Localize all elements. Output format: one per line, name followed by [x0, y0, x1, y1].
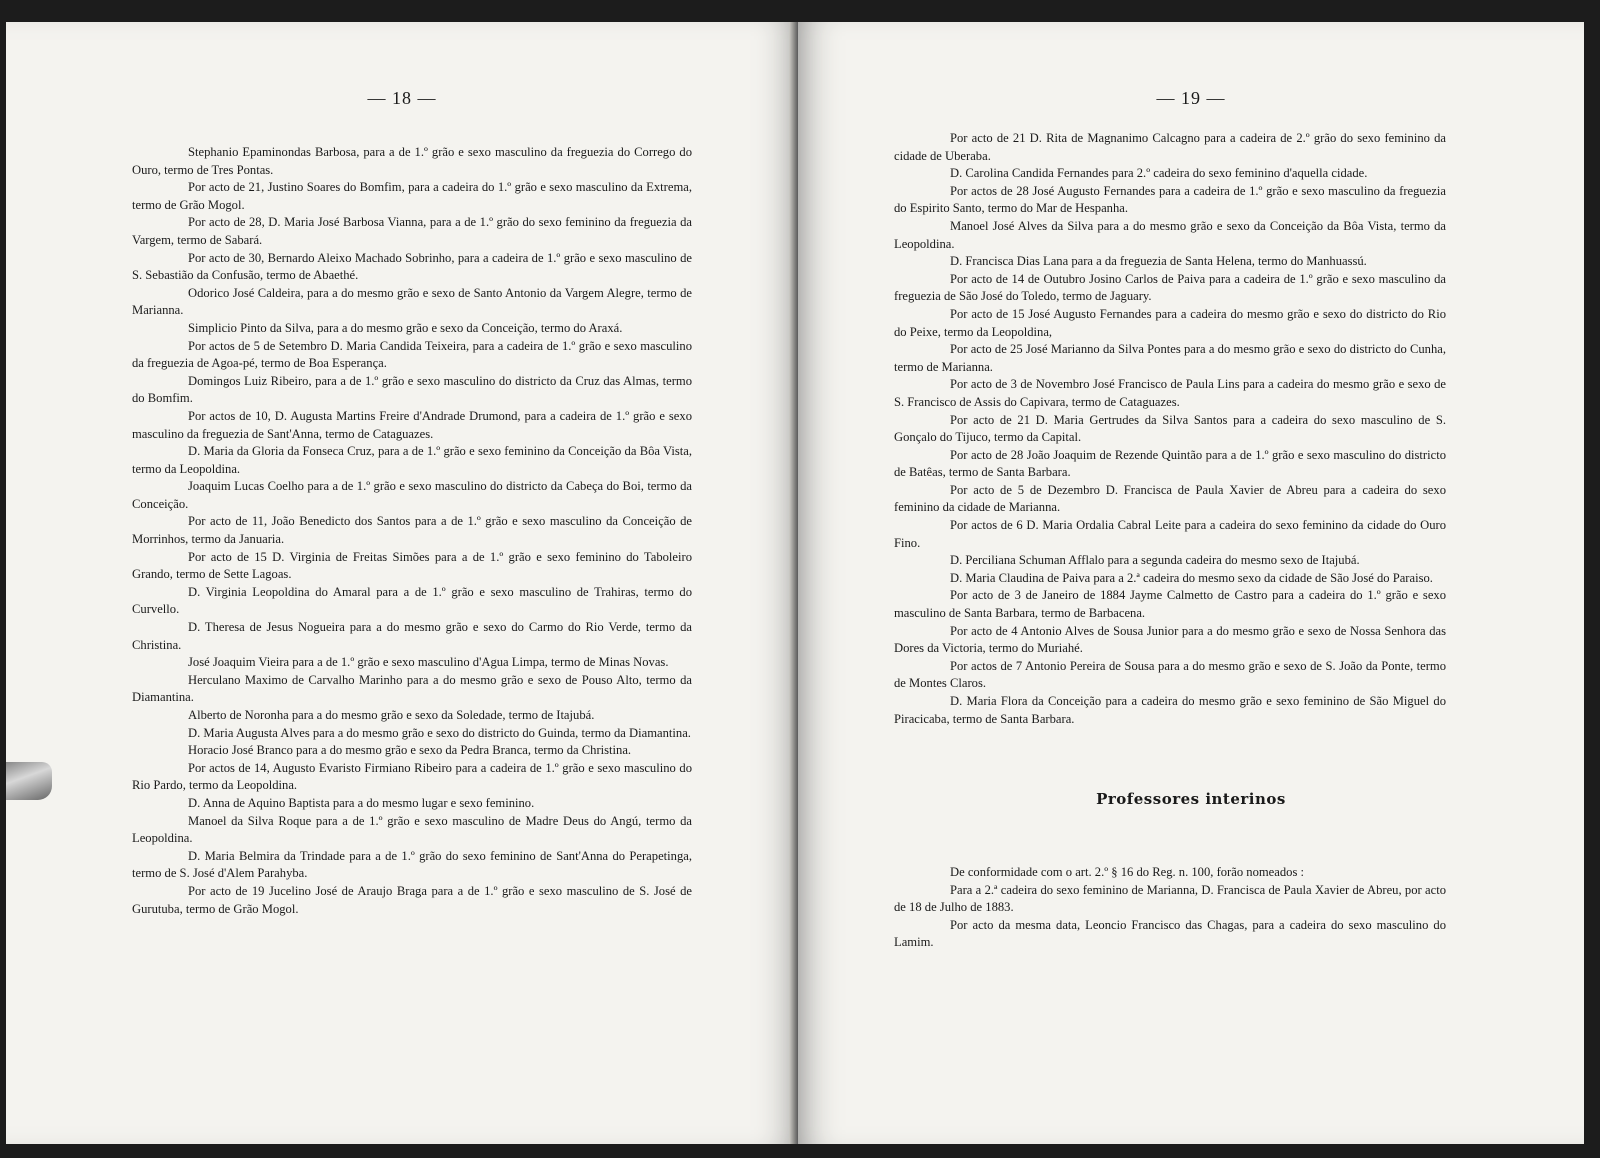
paragraph: D. Maria da Gloria da Fonseca Cruz, para a de 1.º grão e sexo feminino da Conceição da Bôa Vista, termo da Leopoldina.: [132, 444, 692, 476]
paragraph: Por actos de 5 de Setembro D. Maria Candida Teixeira, para a cadeira de 1.º grão e sexo masculino da freguezia de Agoa-pé, termo de Boa Esperança.: [132, 338, 692, 371]
section-heading: Professores interinos: [1096, 790, 1286, 808]
paragraph: D. Virginia Leopoldina do Amaral para a de 1.º grão e sexo masculino de Trahiras, termo do Curvello.: [132, 584, 692, 617]
paragraph: Joaquim Lucas Coelho para a de 1.º grão e sexo masculino do districto da Cabeça do Boi, termo da Conceição.: [132, 479, 692, 511]
paragraph: Por acto de 3 de Janeiro de 1884 Jayme Calmetto de Castro para a cadeira do 1.º grão e sexo masculino de Santa Barbara, termo de Barbacena.: [894, 588, 1446, 621]
paragraph: D. Anna de Aquino Baptista para a do mesmo lugar e sexo feminino.: [188, 795, 535, 810]
page-body: [132, 144, 692, 918]
paragraph: Stephanio Epaminondas Barbosa, para a de 1.º grão e sexo masculino da freguezia do Corrego do Ouro, termo de Tres Pontas.: [132, 145, 692, 177]
paragraph: D. Maria Claudina de Paiva para a 2.ª cadeira do mesmo sexo da cidade de São José do Paraiso.: [950, 570, 1433, 585]
paragraph: D. Theresa de Jesus Nogueira para a do mesmo grão e sexo do Carmo do Rio Verde, termo da Christina.: [132, 620, 692, 652]
paragraph: Por actos de 28 José Augusto Fernandes para a cadeira de 1.º grão e sexo masculino da freguezia do Espirito Santo, termo do Mar de Hespanha.: [894, 183, 1446, 216]
paragraph: Domingos Luiz Ribeiro, para a de 1.º grão e sexo masculino do districto da Cruz das Almas, termo do Bomfim.: [132, 373, 692, 406]
paragraph: Por acto de 4 Antonio Alves de Sousa Junior para a do mesmo grão e sexo de Nossa Senhora das Dores da Victoria, termo do Muriahé.: [894, 623, 1446, 656]
paragraph: Para a 2.ª cadeira do sexo feminino de Marianna, D. Francisca de Paula Xavier de Abreu, por acto de 18 de Julho de 1883.: [894, 882, 1446, 915]
paragraph: D. Francisca Dias Lana para a da freguezia de Santa Helena, termo do Manhuassú.: [950, 254, 1367, 269]
page-number: — 19 —: [1156, 88, 1226, 108]
right-page: [798, 22, 1584, 1144]
paragraph: Por acto de 15 D. Virginia de Freitas Simões para a de 1.º grão e sexo feminino do Taboleiro Grando, termo de Sette Lagoas.: [132, 549, 692, 582]
paragraph: Simplicio Pinto da Silva, para a do mesmo grão e sexo da Conceição, termo do Araxá.: [188, 320, 623, 335]
paragraph: Por actos de 6 D. Maria Ordalia Cabral Leite para a cadeira do sexo feminino da cidade do Ouro Fino.: [894, 518, 1446, 550]
page-number: — 18 —: [367, 88, 437, 108]
paragraph: Por acto de 21, Justino Soares do Bomfim, para a cadeira do 1.º grão e sexo masculino da Extrema, termo de Grão Mogol.: [132, 180, 692, 212]
paragraph: Por acto de 14 de Outubro Josino Carlos de Paiva para a cadeira de 1.º grão e sexo masculino da freguezia de São José do Toledo, termo de Jaguary.: [894, 271, 1446, 304]
paragraph: Por acto de 28, D. Maria José Barbosa Vianna, para a de 1.º grão do sexo feminino da freguezia da Vargem, termo de Sabará.: [132, 215, 692, 247]
paragraph: Por acto de 21 D. Maria Gertrudes da Silva Santos para a cadeira do sexo masculino de S. Gonçalo do Tijuco, termo da Capital.: [894, 412, 1446, 445]
paragraph: Por acto de 30, Bernardo Aleixo Machado Sobrinho, para a cadeira de 1.º grão e sexo masculino de S. Sebastião da Confusão, termo de Abaethé.: [132, 250, 692, 283]
paragraph: Por acto de 15 José Augusto Fernandes para a cadeira do mesmo grão e sexo do districto do Rio do Peixe, termo da Leopoldina,: [894, 306, 1446, 339]
paragraph: Por acto de 21 D. Rita de Magnanimo Calcagno para a cadeira de 2.º grão do sexo feminino da cidade de Uberaba.: [894, 131, 1446, 163]
paragraph: Alberto de Noronha para a do mesmo grão e sexo da Soledade, termo de Itajubá.: [188, 708, 595, 722]
paragraph: Por acto da mesma data, Leoncio Francisco das Chagas, para a cadeira do sexo masculino do Lamim.: [894, 917, 1446, 950]
paragraph: D. Maria Flora da Conceição para a cadeira do mesmo grão e sexo feminino de São Miguel do Piracicaba, termo de Santa Barbara.: [894, 694, 1446, 726]
paragraph: Herculano Maximo de Carvalho Marinho para a do mesmo grão e sexo de Pouso Alto, termo da Diamantina.: [132, 672, 692, 705]
page-body: [894, 130, 1446, 728]
paragraph: Horacio José Branco para a do mesmo grão e sexo da Pedra Branca, termo da Christina.: [188, 743, 632, 758]
paragraph: De conformidade com o art. 2.º § 16 do Reg. n. 100, forão nomeados :: [950, 865, 1304, 879]
paragraph: Manoel da Silva Roque para a de 1.º grão e sexo masculino de Madre Deus do Angú, termo da Leopoldina.: [132, 813, 692, 846]
paragraph: Por acto de 5 de Dezembro D. Francisca de Paula Xavier de Abreu para a cadeira do sexo feminino da cidade de Marianna.: [894, 482, 1446, 515]
paragraph: Por acto de 28 João Joaquim de Rezende Quintão para a de 1.º grão e sexo masculino do districto de Batêas, termo de Santa Barbara.: [894, 447, 1446, 480]
paragraph: Por actos de 10, D. Augusta Martins Freire d'Andrade Drumond, para a cadeira de 1.º grão e sexo masculino da freguezia de Sant'Anna, termo de Cataguazes.: [132, 408, 692, 441]
paragraph: D. Perciliana Schuman Afflalo para a segunda cadeira do mesmo sexo de Itajubá.: [950, 553, 1360, 568]
paragraph: José Joaquim Vieira para a de 1.º grão e sexo masculino d'Agua Limpa, termo de Minas Novas.: [188, 655, 669, 670]
paragraph: Por acto de 19 Jucelino José de Araujo Braga para a de 1.º grão e sexo masculino de S. José de Gurutuba, termo de Grão Mogol.: [132, 883, 692, 916]
paragraph: Manoel José Alves da Silva para a do mesmo grão e sexo da Conceição da Bôa Vista, termo da Leopoldina.: [894, 218, 1446, 251]
paragraph: D. Maria Augusta Alves para a do mesmo grão e sexo do districto do Guinda, termo da Diamantina.: [188, 725, 691, 740]
paragraph: D. Maria Belmira da Trindade para a de 1.º grão do sexo feminino de Sant'Anna do Perapetinga, termo de S. José d'Alem Parahyba.: [132, 848, 692, 881]
paragraph: Por acto de 3 de Novembro José Francisco de Paula Lins para a cadeira do mesmo grão e sexo de S. Francisco de Assis do Capivara, termo de Cataguazes.: [894, 377, 1446, 409]
binder-clip: [6, 762, 52, 800]
left-page: [6, 22, 798, 1144]
paragraph: Por actos de 14, Augusto Evaristo Firmiano Ribeiro para a cadeira de 1.º grão e sexo masculino do Rio Pardo, termo da Leopoldina.: [132, 760, 692, 793]
paragraph: Odorico José Caldeira, para a do mesmo grão e sexo de Santo Antonio da Vargem Alegre, termo de Marianna.: [132, 285, 692, 318]
section-body: [894, 864, 1446, 952]
paragraph: Por actos de 7 Antonio Pereira de Sousa para a do mesmo grão e sexo de S. João da Ponte, termo de Montes Claros.: [894, 658, 1446, 691]
paragraph: Por acto de 25 José Marianno da Silva Pontes para a do mesmo grão e sexo do districto do Cunha, termo de Marianna.: [894, 342, 1446, 374]
paragraph: Por acto de 11, João Benedicto dos Santos para a de 1.º grão e sexo masculino da Conceição de Morrinhos, termo da Januaria.: [132, 514, 692, 547]
paragraph: D. Carolina Candida Fernandes para 2.º cadeira do sexo feminino d'aquella cidade.: [950, 166, 1368, 181]
